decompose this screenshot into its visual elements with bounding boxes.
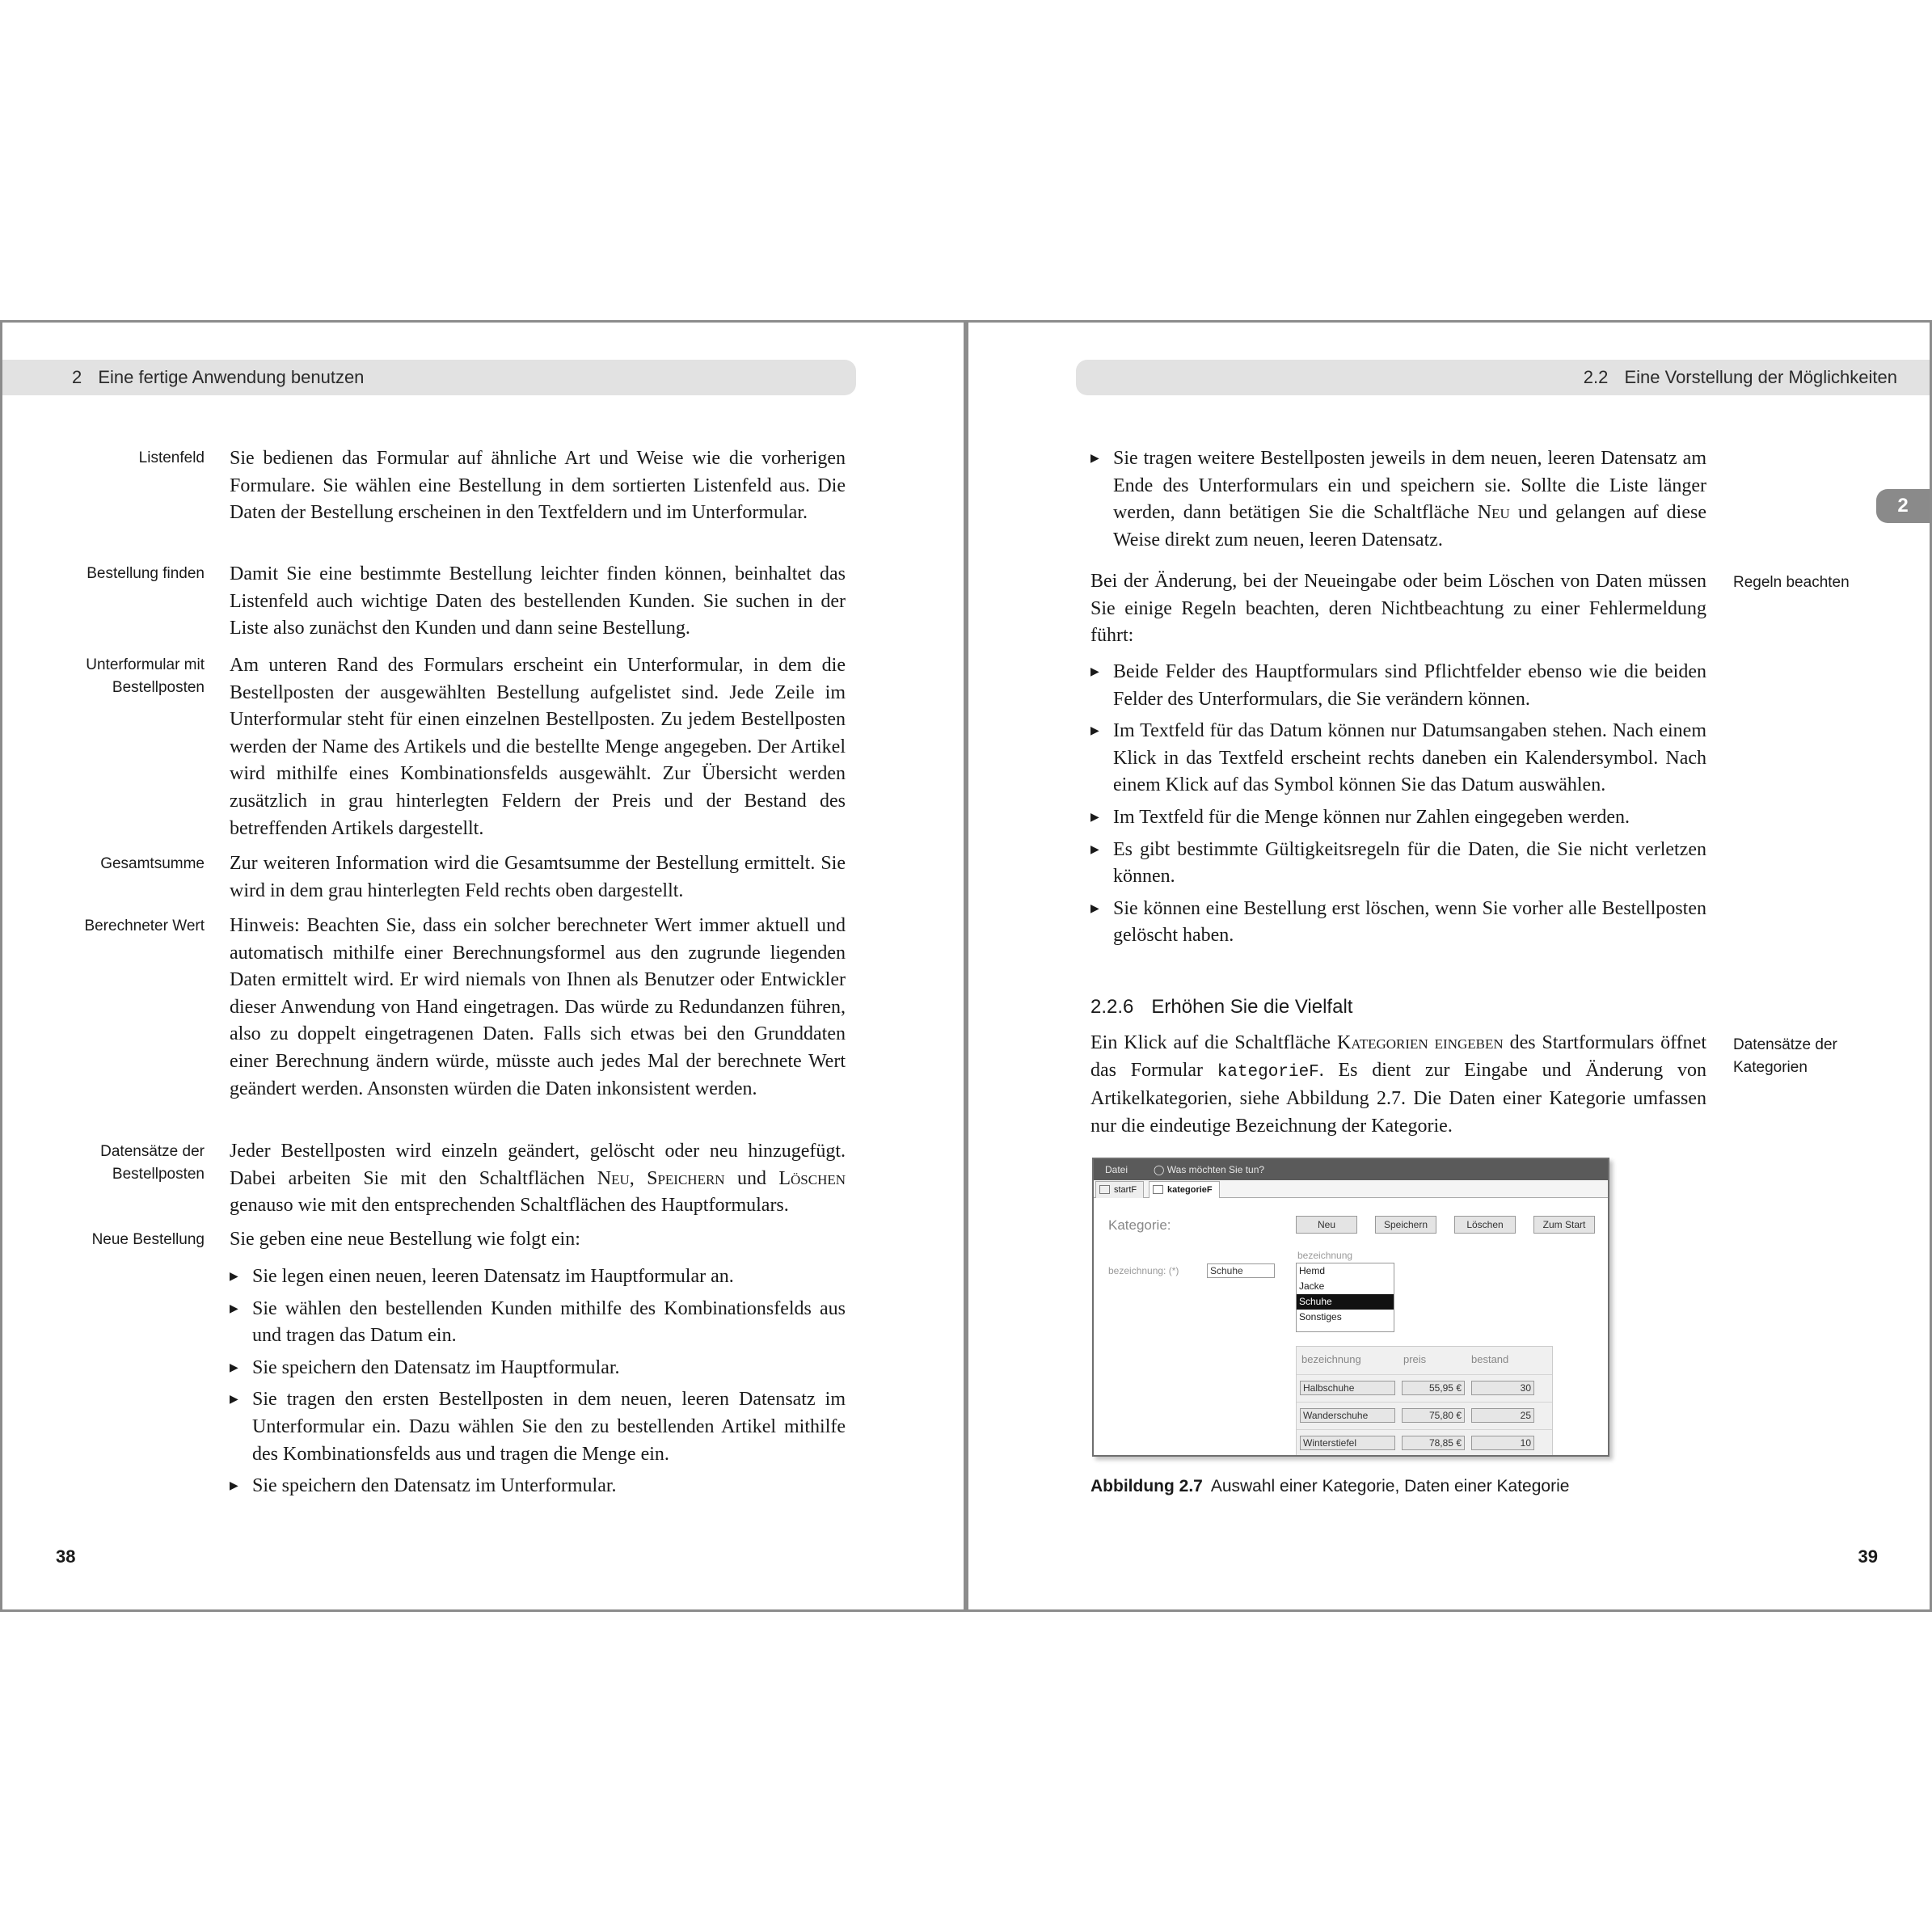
tab-kategorief[interactable] bbox=[1149, 1181, 1220, 1198]
margin-note-unterformular bbox=[31, 654, 205, 699]
form-icon bbox=[1099, 1185, 1110, 1194]
tell-me-text: Was möchten Sie tun? bbox=[1166, 1164, 1265, 1175]
text-run: und gelangen auf diese Weise direkt zum neuen, leeren Datensatz. bbox=[1113, 502, 1706, 550]
bullet-item: ▶ Sie können eine Bestellung erst löschen, wenn Sie vorher alle Bestellposten gelöscht haben. bbox=[1090, 896, 1706, 950]
button-name-neu: Neu bbox=[597, 1167, 630, 1189]
text-run: Jeder Bestellposten wird einzeln geändert, gelöscht oder neu hinzugefügt. Dabei arbeiten Sie mit den Schaltflächen bbox=[230, 1141, 846, 1189]
speichern-button[interactable]: Speichern bbox=[1375, 1216, 1436, 1234]
bezeichnung-label: bezeichnung: (*) bbox=[1108, 1265, 1179, 1276]
tab-label: startF bbox=[1114, 1185, 1137, 1195]
paragraph-3: Am unteren Rand des Formulars erscheint ein Unterformular, in dem die Bestellposten der ausgewählten Bestellung aufgelistet sind. Jede Zeile im Unterformular steht für einen einzelnen Bestellposten. Zu jedem Bestellposten werden der Name des Artikels und die bestellte Menge angegeben. Der Artikel wird mithilfe eines Kombinationsfelds ausgewählt. Zur Übersicht werden zusätzlich in grau hinterlegten Feldern der Preis und der Bestand des betreffenden Artikels dargestellt. bbox=[230, 655, 846, 839]
chapter-number: 2 bbox=[72, 367, 82, 387]
bullet-item: ▶ Im Textfeld für die Menge können nur Zahlen eingegeben werden. bbox=[1090, 804, 1706, 832]
subform bbox=[1296, 1346, 1553, 1456]
running-header bbox=[1076, 360, 1930, 395]
text-run: . Es dient zur Eingabe und Änderung von Artikelkategorien, siehe Abbildung 2.7. Die Daten einer Kategorie umfassen nur die eindeutige Bezeichnung der Kategorie. bbox=[1090, 1059, 1707, 1137]
tab-startf[interactable] bbox=[1095, 1181, 1144, 1198]
section-heading-title: Erhöhen Sie die Vielfalt bbox=[1151, 996, 1353, 1018]
chapter-title: Eine fertige Anwendung benutzen bbox=[98, 367, 365, 387]
neu-button[interactable]: Neu bbox=[1296, 1216, 1357, 1234]
subform-row bbox=[1297, 1429, 1552, 1455]
kategorie-listbox[interactable] bbox=[1296, 1263, 1394, 1332]
figure-caption bbox=[1090, 1477, 1706, 1496]
list-item[interactable]: Hemd bbox=[1299, 1265, 1326, 1276]
margin-note-line: Kategorien bbox=[1733, 1059, 1808, 1076]
figure-screenshot bbox=[1092, 1158, 1609, 1457]
subform-header: bestand bbox=[1471, 1353, 1509, 1365]
section-heading bbox=[1090, 996, 1706, 1019]
bullet-list-neue-bestellung bbox=[230, 1263, 846, 1505]
right-page bbox=[966, 320, 1932, 1612]
text-run: und bbox=[724, 1167, 779, 1189]
tell-me-box[interactable] bbox=[1154, 1159, 1264, 1180]
margin-note-berechneter-wert: Berechneter Wert bbox=[84, 917, 205, 934]
cell-preis: 75,80 € bbox=[1402, 1408, 1465, 1423]
list-item[interactable]: Jacke bbox=[1299, 1280, 1325, 1292]
section-title: Eine Vorstellung der Möglichkeiten bbox=[1624, 367, 1897, 387]
margin-note-datensaetze-kategorien bbox=[1733, 1034, 1862, 1079]
margin-note-line: Bestellposten bbox=[112, 679, 205, 696]
margin-note-neue-bestellung: Neue Bestellung bbox=[91, 1231, 205, 1248]
cell-bezeichnung[interactable]: Winterstiefel bbox=[1300, 1436, 1395, 1450]
subform-header: preis bbox=[1403, 1353, 1427, 1365]
cell-bestand: 25 bbox=[1471, 1408, 1534, 1423]
page-number: 38 bbox=[56, 1546, 76, 1567]
section-heading-number: 2.2.6 bbox=[1090, 996, 1134, 1018]
margin-note-regeln: Regeln beachten bbox=[1733, 574, 1850, 591]
chapter-thumb-tab: 2 bbox=[1876, 489, 1930, 523]
bullet-item: ▶ Sie speichern den Datensatz im Hauptformular. bbox=[230, 1355, 846, 1382]
section-paragraph bbox=[1090, 1030, 1706, 1140]
paragraph-6 bbox=[230, 1138, 846, 1220]
bullet-item: ▶ Sie legen einen neuen, leeren Datensatz im Hauptformular an. bbox=[230, 1263, 846, 1291]
form-title: Kategorie: bbox=[1108, 1217, 1171, 1233]
text-run: genauso wie mit den entsprechenden Schaltflächen des Hauptformulars. bbox=[230, 1195, 789, 1217]
bullet-item: ▶ Es gibt bestimmte Gültigkeitsregeln für die Daten, die Sie nicht verletzen können. bbox=[1090, 837, 1706, 891]
document-tabs bbox=[1094, 1180, 1608, 1198]
cell-bestand: 10 bbox=[1471, 1436, 1534, 1450]
bullet-item: ▶ Im Textfeld für das Datum können nur Datumsangaben stehen. Nach einem Klick in das Textfeld erscheint rechts daneben ein Kalendersymbol. Nach einem Klick auf das Symbol können Sie das Datum auswählen. bbox=[1090, 718, 1706, 799]
paragraph-2: Damit Sie eine bestimmte Bestellung leichter finden können, beinhaltet das Listenfeld auch wichtige Daten des bestellenden Kunden. Sie suchen in der Liste also zunächst den Kunden und dann seine Bestellung. bbox=[230, 563, 846, 639]
cell-preis: 55,95 € bbox=[1402, 1381, 1465, 1395]
cell-bestand: 30 bbox=[1471, 1381, 1534, 1395]
list-item[interactable]: Sonstiges bbox=[1299, 1311, 1342, 1322]
bullet-list-rules bbox=[1090, 659, 1706, 955]
button-name-speichern: Speichern bbox=[647, 1167, 725, 1189]
menu-bar bbox=[1094, 1159, 1608, 1180]
cell-bezeichnung[interactable]: Halbschuhe bbox=[1300, 1381, 1395, 1395]
list-item-selected[interactable]: Schuhe bbox=[1297, 1294, 1394, 1310]
margin-note-bestellung-finden: Bestellung finden bbox=[86, 565, 205, 582]
bullet-item: ▶ Sie wählen den bestellenden Kunden mithilfe des Kombinationsfelds aus und tragen das Datum ein. bbox=[230, 1296, 846, 1350]
paragraph-4: Zur weiteren Information wird die Gesamtsumme der Bestellung ermittelt. Sie wird in dem grau hinterlegten Feld rechts oben dargestellt. bbox=[230, 853, 846, 901]
list-header: bezeichnung bbox=[1297, 1250, 1353, 1261]
margin-note-datensaetze bbox=[31, 1141, 205, 1186]
form-icon bbox=[1153, 1185, 1163, 1194]
bullet-item: ▶ Sie tragen den ersten Bestellposten in dem neuen, leeren Datensatz im Unterformular ein. Dazu wählen Sie den zu bestellenden Artikel mithilfe des Kombinationsfelds aus und tragen die Menge ein. bbox=[230, 1386, 846, 1468]
text-run: Sie tragen weitere Bestellposten jeweils in dem neuen, leeren Datensatz am Ende des Unterformulars ein und speichern sie. Sollte die Liste länger werden, dann betätigen Sie die Schaltfläche bbox=[1113, 448, 1706, 524]
button-name-neu: Neu bbox=[1477, 502, 1510, 524]
margin-note-line: Unterformular mit bbox=[86, 656, 205, 673]
text-run: des Startformulars öffnet das Formular bbox=[1090, 1032, 1706, 1081]
bullet-item: ▶ Beide Felder des Hauptformulars sind Pflichtfelder ebenso wie die beiden Felder des Unterformulars, die Sie verändern können. bbox=[1090, 659, 1706, 713]
margin-note-line: Bestellposten bbox=[112, 1166, 205, 1183]
margin-note-gesamtsumme: Gesamtsumme bbox=[100, 855, 205, 872]
bullet-list-continued bbox=[1090, 445, 1706, 559]
paragraph-1: Sie bedienen das Formular auf ähnliche Art und Weise wie die vorherigen Formulare. Sie wählen eine Bestellung in dem sortierten Listenfeld aus. Die Daten der Bestellung erscheinen in den Textfeldern und im Unterformular. bbox=[230, 448, 846, 524]
paragraph-5: Hinweis: Beachten Sie, dass ein solcher berechneter Wert immer aktuell und automatisch mithilfe einer Berechnungsformel aus den zugrunde liegenden Daten ermittelt wird. Er wird niemals von Ihnen als Benutzer oder Entwickler dieser Anwendung von Hand eingetragen. Das würde zu Redundanzen führen, also zu doppelt eingetragenen Daten. Falls sich etwas bei den Grunddaten einer Berechnung ändern würde, müsste auch jedes Mal der berechnete Wert geändert werden. Ansonsten würden die Daten inkonsistent werden. bbox=[230, 915, 846, 1099]
cell-preis: 78,85 € bbox=[1402, 1436, 1465, 1450]
running-header bbox=[2, 360, 856, 395]
cell-bezeichnung[interactable]: Wanderschuhe bbox=[1300, 1408, 1395, 1423]
paragraph-7: Sie geben eine neue Bestellung wie folgt ein: bbox=[230, 1229, 580, 1250]
page-number: 39 bbox=[1858, 1546, 1878, 1567]
form-name: kategorieF bbox=[1217, 1062, 1319, 1082]
menu-file[interactable]: Datei bbox=[1105, 1164, 1128, 1175]
lightbulb-icon: ◯ bbox=[1154, 1164, 1165, 1175]
subform-header: bezeichnung bbox=[1301, 1353, 1361, 1365]
zum-start-button[interactable]: Zum Start bbox=[1533, 1216, 1595, 1234]
caption-text: Auswahl einer Kategorie, Daten einer Kategorie bbox=[1210, 1477, 1570, 1495]
bezeichnung-field[interactable]: Schuhe bbox=[1207, 1263, 1275, 1278]
text-run: Ein Klick auf die Schaltfläche bbox=[1090, 1032, 1337, 1053]
loeschen-button[interactable]: Löschen bbox=[1454, 1216, 1516, 1234]
button-name-kategorien: Kategorien eingeben bbox=[1336, 1032, 1504, 1053]
section-number: 2.2 bbox=[1583, 367, 1609, 387]
margin-note-line: Datensätze der bbox=[100, 1143, 205, 1160]
tab-label: kategorieF bbox=[1167, 1185, 1213, 1195]
subform-row bbox=[1297, 1402, 1552, 1428]
left-page bbox=[0, 320, 966, 1612]
bullet-item bbox=[1090, 445, 1706, 554]
button-name-loeschen: Löschen bbox=[778, 1167, 846, 1189]
margin-note-line: Datensätze der bbox=[1733, 1036, 1837, 1053]
margin-note-listenfeld: Listenfeld bbox=[138, 449, 205, 466]
rules-intro: Bei der Änderung, bei der Neueingabe oder beim Löschen von Daten müssen Sie einige Regeln beachten, deren Nichtbeachtung zu einer Fehlermeldung führt: bbox=[1090, 571, 1706, 647]
caption-label: Abbildung 2.7 bbox=[1090, 1477, 1203, 1495]
subform-row bbox=[1297, 1374, 1552, 1400]
text-run: , bbox=[629, 1167, 648, 1189]
bullet-item: ▶ Sie speichern den Datensatz im Unterformular. bbox=[230, 1473, 846, 1500]
